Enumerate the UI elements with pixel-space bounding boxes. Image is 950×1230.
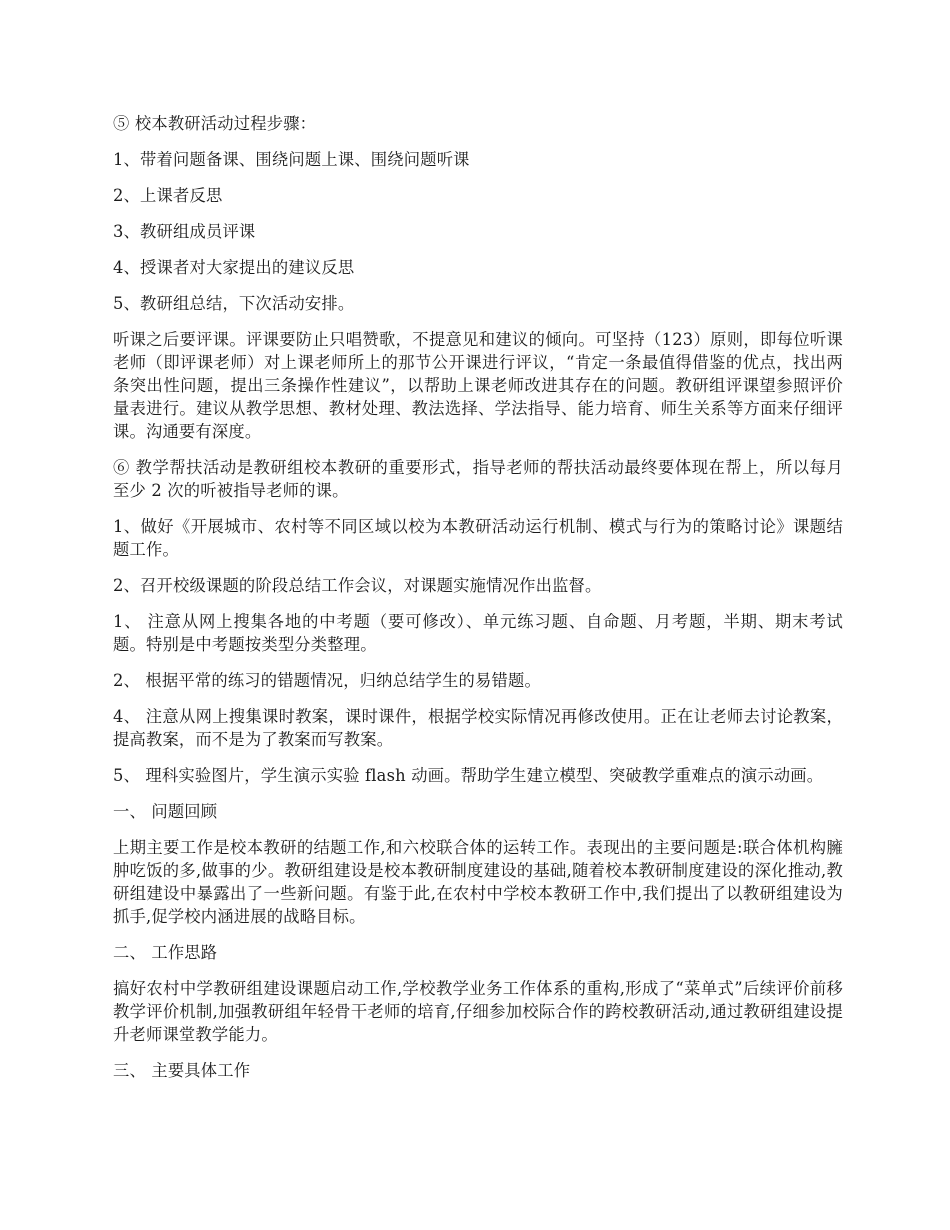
step-item-1: 1、带着问题备课、围绕问题上课、围绕问题听课	[113, 150, 470, 169]
approach-paragraph: 搞好农村中学教研组建设课题启动工作,学校教学业务工作体系的重构,形成了“菜单式”后续评价前移教学评价机制,加强教研组年轻骨干老师的培育,仔细参加校际合作的跨校教研活动,通过教研组建设提升老师课堂教学能力。	[113, 979, 843, 1044]
step-item-3: 3、教研组成员评课	[113, 222, 256, 241]
step-item-5: 5、教研组总结，下次活动安排。	[113, 294, 355, 313]
step-heading: ⑤ 校本教研活动过程步骤：	[113, 114, 317, 133]
section-heading-approach: 二、 工作思路	[113, 943, 218, 962]
section-heading-main-work: 三、 主要具体工作	[113, 1061, 251, 1080]
section-heading-review: 一、 问题回顾	[113, 802, 218, 821]
resource-item-2: 2、 根据平常的练习的错题情况，归纳总结学生的易错题。	[113, 671, 541, 690]
step-item-2: 2、上课者反思	[113, 186, 223, 205]
task-item-2: 2、召开校级课题的阶段总结工作会议，对课题实施情况作出监督。	[113, 576, 602, 595]
document-page	[113, 112, 843, 1095]
step-item-4: 4、授课者对大家提出的建议反思	[113, 258, 355, 277]
task-item-1: 1、做好《开展城市、农村等不同区域以校为本教研活动运行机制、模式与行为的策略讨论》课题结题工作。	[113, 517, 843, 559]
evaluation-paragraph: 听课之后要评课。评课要防止只唱赞歌，不提意见和建议的倾向。可坚持（123）原则，即每位听课老师（即评课老师）对上课老师所上的那节公开课进行评议，“肯定一条最值得借鉴的优点，找出两条突出性问题，提出三条操作性建议”，以帮助上课老师改进其存在的问题。教研组评课望参照评价量表进行。建议从教学思想、教材处理、教法选择、学法指导、能力培育、师生关系等方面来仔细评课。沟通要有深度。	[113, 330, 843, 441]
resource-item-1: 1、 注意从网上搜集各地的中考题（要可修改）、单元练习题、自命题、月考题，半期、期末考试题。特别是中考题按类型分类整理。	[113, 612, 843, 654]
resource-item-4: 4、 注意从网上搜集课时教案，课时课件，根据学校实际情况再修改使用。正在让老师去讨论教案，提高教案，而不是为了教案而写教案。	[113, 707, 843, 749]
mentoring-paragraph: ⑥ 教学帮扶活动是教研组校本教研的重要形式，指导老师的帮扶活动最终要体现在帮上，所以每月至少 2 次的听被指导老师的课。	[113, 458, 843, 500]
review-paragraph: 上期主要工作是校本教研的结题工作,和六校联合体的运转工作。表现出的主要问题是:联合体机构臃肿吃饭的多,做事的少。教研组建设是校本教研制度建设的基础,随着校本教研制度建设的深化推动,教研组建设中暴露出了一些新问题。有鉴于此,在农村中学校本教研工作中,我们提出了以教研组建设为抓手,促学校内涵进展的战略目标。	[113, 838, 843, 926]
resource-item-5: 5、 理科实验图片，学生演示实验 flash 动画。帮助学生建立模型、突破教学重难点的演示动画。	[113, 766, 824, 785]
